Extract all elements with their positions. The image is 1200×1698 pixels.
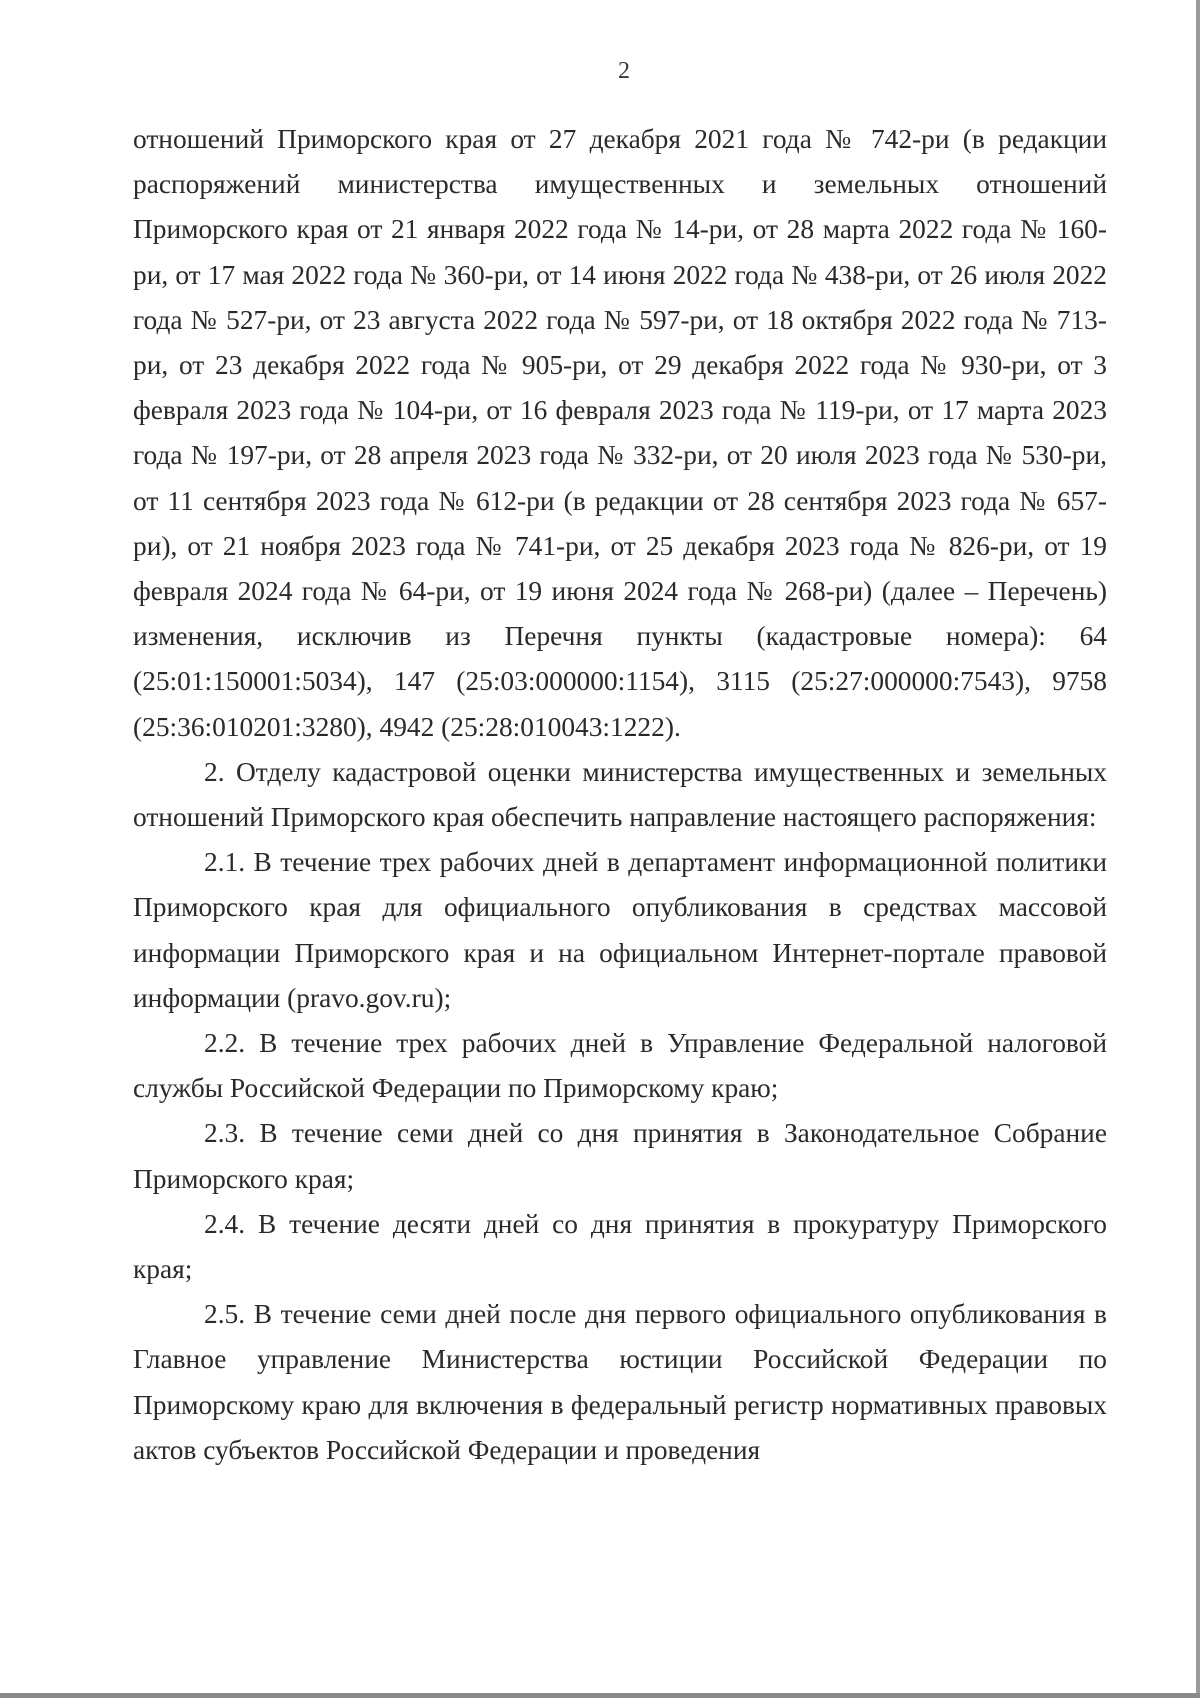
scan-edge-bottom xyxy=(0,1693,1200,1698)
paragraph-item-2-2: 2.2. В течение трех рабочих дней в Управление Федеральной налоговой службы Российской Федерации по Приморскому краю; xyxy=(133,1028,1107,1104)
paragraph-item-2-4: 2.4. В течение десяти дней со дня принятия в прокуратуру Приморского края; xyxy=(133,1208,1107,1285)
document-body xyxy=(133,117,1107,1473)
paragraph-item-2-3: 2.3. В течение семи дней со дня принятия в Законодательное Собрание Приморского края; xyxy=(133,1118,1107,1194)
paragraph-item-2-5: 2.5. В течение семи дней после дня первого официального опубликования в Главное управление Министерства юстиции Российской Федерации по Приморскому краю для включения в федеральный регистр нормативных правовых актов субъектов Российской Федерации и проведения xyxy=(133,1299,1107,1465)
scan-edge-right xyxy=(1196,0,1200,1698)
paragraph-item-2: 2. Отделу кадастровой оценки министерства имущественных и земельных отношений Приморского края обеспечить направление настоящего распоряжения: xyxy=(133,756,1107,833)
page-number: 2 xyxy=(618,58,630,84)
paragraph-continuation: отношений Приморского края от 27 декабря 2021 года № 742-ри (в редакции распоряжений министерства имущественных и земельных отношений Приморского края от 21 января 2022 года № 14-ри, от 28 марта 2022 года № 160-ри, от 17 мая 2022 года № 360-ри, от 14 июня 2022 года № 438-ри, от 26 июля 2022 года № 527-ри, от 23 августа 2022 года № 597-ри, от 18 октября 2022 года № 713-ри, от 23 декабря 2022 года № 905-ри, от 29 декабря 2022 года № 930-ри, от 3 февраля 2023 года № 104-ри, от 16 февраля 2023 года № 119-ри, от 17 марта 2023 года № 197-ри, от 28 апреля 2023 года № 332-ри, от 20 июля 2023 года № 530-ри, от 11 сентября 2023 года № 612-ри (в редакции от 28 сентября 2023 года № 657-ри), от 21 ноября 2023 года № 741-ри, от 25 декабря 2023 года № 826-ри, от 19 февраля 2024 года № 64-ри, от 19 июня 2024 года № 268-ри) (далее – Перечень) изменения, исключив из Перечня пункты (кадастровые номера): 64 (25:01:150001:5034), 147 (25:03:000000:1154), 3115 (25:27:000000:7543), 9758 (25:36:010201:3280), 4942 (25:28:010043:1222). xyxy=(133,124,1107,742)
paragraph-item-2-1: 2.1. В течение трех рабочих дней в департамент информационной политики Приморского края для официального опубликования в средствах массовой информации Приморского края и на официальном Интернет-портале правовой информации (pravo.gov.ru); xyxy=(133,847,1107,1013)
